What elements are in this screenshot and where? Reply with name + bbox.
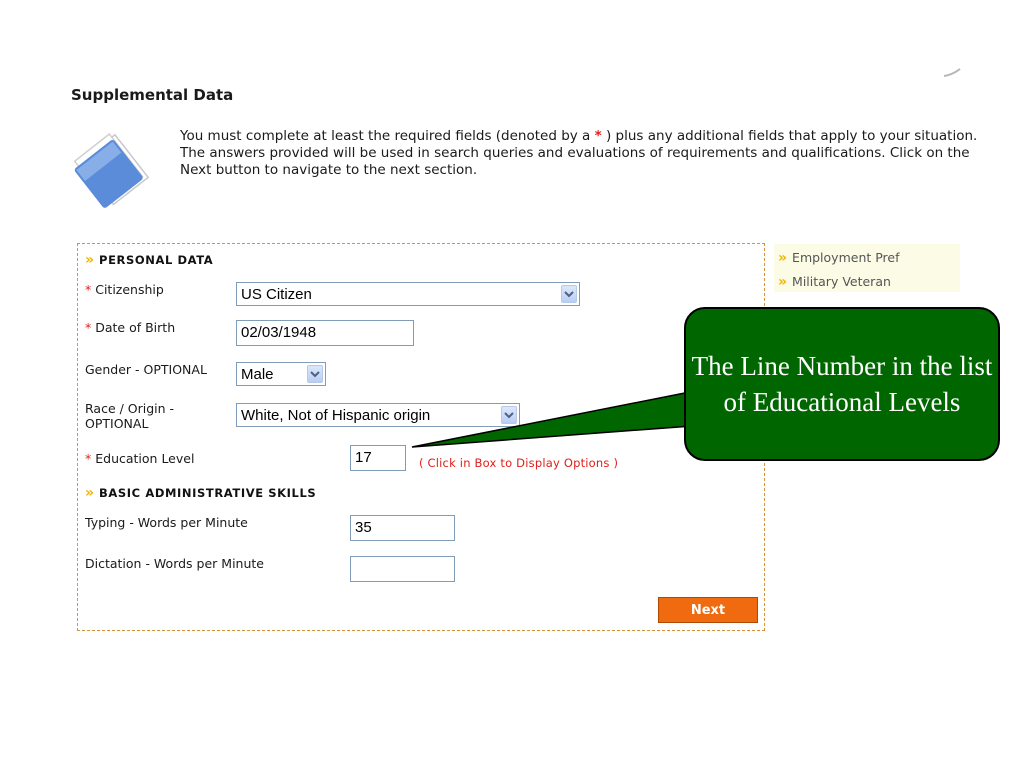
next-button[interactable]: Next xyxy=(658,597,758,623)
double-chevron-icon: » xyxy=(778,273,785,290)
education-hint: ( Click in Box to Display Options ) xyxy=(419,456,619,470)
education-level-input[interactable]: 17 xyxy=(350,445,406,471)
side-nav-item-employment-pref[interactable]: » Employment Pref xyxy=(778,249,900,266)
typing-label: Typing - Words per Minute xyxy=(85,515,248,530)
gender-select[interactable]: Male xyxy=(236,362,326,386)
dictation-label: Dictation - Words per Minute xyxy=(85,556,264,571)
double-chevron-icon: » xyxy=(85,485,92,501)
education-label: * Education Level xyxy=(85,451,195,466)
callout-text: The Line Number in the list of Educational Levels xyxy=(691,351,993,417)
typing-wpm-input[interactable]: 35 xyxy=(350,515,455,541)
section-header-skills: » BASIC ADMINISTRATIVE SKILLS xyxy=(85,485,317,501)
dob-label: * Date of Birth xyxy=(85,320,176,335)
race-label: Race / Origin - OPTIONAL xyxy=(85,401,175,431)
intro-text: You must complete at least the required fields (denoted by a * ) plus any additional fields that apply to your situation. The answers provided will be used in search queries and evaluations of requirements and qualifications. Click on the Next button to navigate to the next section. xyxy=(180,128,978,178)
gender-label: Gender - OPTIONAL xyxy=(85,362,207,377)
race-select[interactable]: White, Not of Hispanic origin xyxy=(236,403,520,427)
dob-input[interactable]: 02/03/1948 xyxy=(236,320,414,346)
section-header-personal: » PERSONAL DATA xyxy=(85,252,214,268)
citizenship-label: * Citizenship xyxy=(85,282,164,297)
double-chevron-icon: » xyxy=(85,252,92,268)
side-nav-item-military-veteran[interactable]: » Military Veteran xyxy=(778,273,891,290)
page-title: Supplemental Data xyxy=(71,86,234,104)
double-chevron-icon: » xyxy=(778,249,785,266)
citizenship-select[interactable]: US Citizen xyxy=(236,282,580,306)
